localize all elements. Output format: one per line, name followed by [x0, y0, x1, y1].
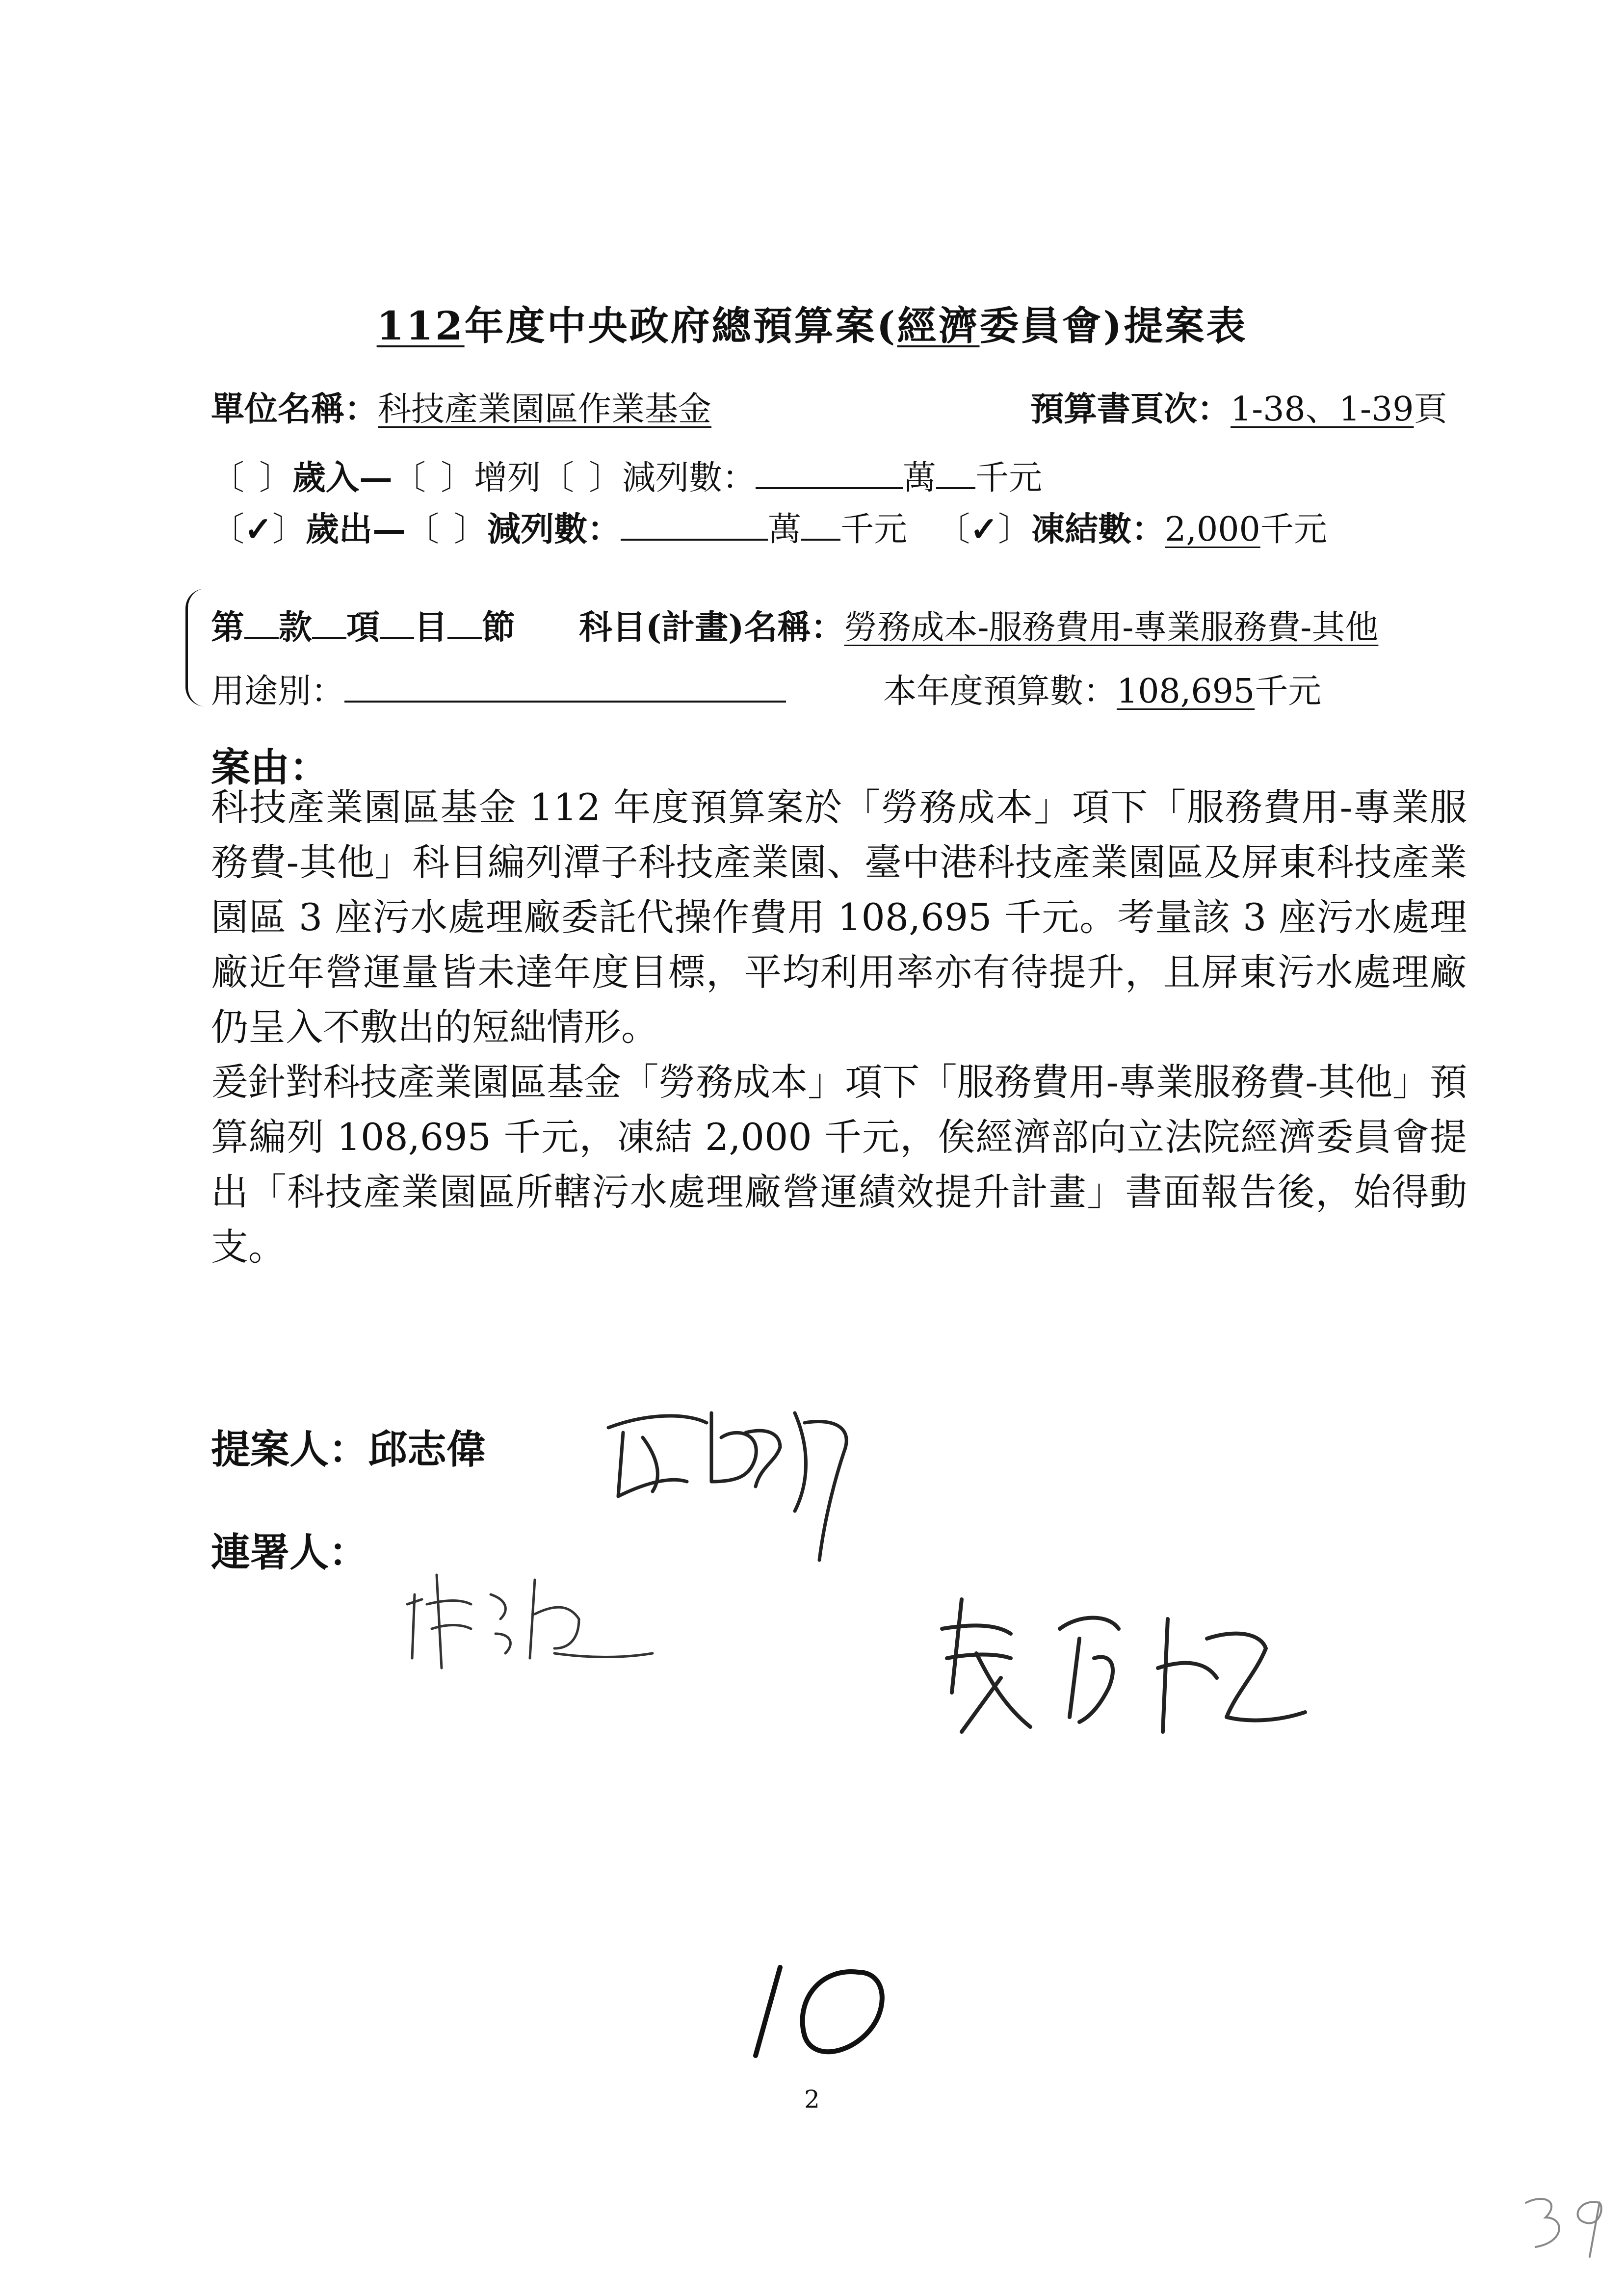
- blank-2: [312, 608, 346, 639]
- bracket-open: 〔: [393, 459, 426, 497]
- subject-row: [211, 601, 1378, 649]
- unit-value: 科技產業園區作業基金: [378, 390, 712, 429]
- subject-jie: 節: [482, 608, 516, 647]
- bracket-open: 〔: [541, 459, 575, 497]
- budget-value: 108,695: [1117, 672, 1255, 711]
- bracket-open: 〔: [406, 510, 440, 549]
- title-text-end: 委員會)提案表: [979, 303, 1248, 349]
- blank-qian: [936, 459, 975, 489]
- budget-unit: 千元: [1255, 672, 1322, 711]
- frozen-label: 凍結數：: [1031, 510, 1165, 549]
- blank-wan: [621, 510, 768, 541]
- subject-name-label: 科目(計畫)名稱：: [579, 608, 844, 647]
- blank-wan: [756, 459, 903, 489]
- subject-kuan: 款: [279, 608, 313, 647]
- cosigner-signature-1: [393, 1536, 667, 1683]
- title-text-mid: 年度中央政府總預算案(: [464, 303, 897, 349]
- usage-label: 用途別：: [211, 672, 345, 711]
- page-number: 2: [804, 2085, 820, 2113]
- form-title: [0, 294, 1624, 351]
- wan-label: 萬: [903, 459, 937, 497]
- cosigner-signature-2: [932, 1570, 1325, 1756]
- page-ref-value: 1-38、1-39: [1231, 390, 1414, 429]
- bracket-close: 〕: [589, 459, 623, 497]
- corner-number: [1516, 2183, 1614, 2267]
- expense-row: [211, 503, 1327, 550]
- expense-label: 歲出—: [306, 510, 406, 549]
- qian-label: 千元: [840, 510, 908, 549]
- revenue-label: 歲入—: [292, 458, 393, 497]
- bracket-close: 〕: [441, 459, 474, 497]
- blank-4: [447, 608, 482, 639]
- bracket-close: 〕: [259, 459, 293, 497]
- reason-paragraph-1: 科技產業園區基金 112 年度預算案於「勞務成本」項下「服務費用-專業服務費-其他」科目編列潭子科技產業園、臺中港科技產業園區及屏東科技產業園區 3 座污水處理廠委託代操作費用 108,695 千元。考量該 3 座污水處理廠近年營運量皆未達年度目標，平均利用率亦有待提升，且屏東污水處理廠仍呈入不敷出的短絀情形。: [211, 785, 1467, 1049]
- cosigner-label: 連署人：: [211, 1529, 368, 1575]
- bracket-close: 〕: [454, 510, 488, 549]
- reason-label: 案由：: [211, 744, 329, 790]
- blank-3: [380, 608, 414, 639]
- title-year: 112: [376, 303, 465, 349]
- page-ref-label: 預算書頁次：: [1030, 390, 1231, 429]
- blank-1: [244, 608, 279, 639]
- wan-label: 萬: [768, 510, 802, 549]
- unit-label: 單位名稱：: [211, 390, 378, 429]
- subject-xiang: 項: [346, 608, 380, 647]
- title-committee: 經濟: [897, 303, 980, 349]
- frozen-unit: 千元: [1260, 510, 1327, 549]
- unit-row: [211, 383, 711, 430]
- revenue-row: [211, 451, 1042, 499]
- frozen-value: 2,000: [1165, 510, 1260, 549]
- check-mark: ✓: [970, 510, 998, 549]
- subject-name-value: 勞務成本-服務費用-專業服務費-其他: [844, 608, 1379, 647]
- proposer-label: 提案人：: [211, 1426, 368, 1472]
- bracket-open: 〔: [211, 459, 245, 497]
- subject-di: 第: [211, 608, 245, 647]
- proposer-row: [211, 1418, 486, 1474]
- usage-blank: [344, 672, 786, 703]
- page-ref-row: [1030, 383, 1447, 430]
- subject-mu: 目: [414, 608, 448, 647]
- proposer-name: 邱志偉: [368, 1426, 486, 1472]
- increase-label: 增列: [474, 459, 541, 497]
- budget-row: [883, 665, 1321, 712]
- bracket-open: 〔: [937, 510, 970, 549]
- blank-qian: [801, 510, 840, 541]
- qian-label: 千元: [975, 459, 1043, 497]
- check-mark: ✓: [244, 510, 272, 549]
- bracket-close: 〕: [272, 510, 306, 549]
- handwritten-page-number: [736, 1953, 903, 2070]
- expense-decrease-label: 減列數：: [487, 510, 621, 549]
- cosigner-row: [211, 1521, 368, 1577]
- reason-paragraph-2: 爰針對科技產業園區基金「勞務成本」項下「服務費用-專業服務費-其他」預算編列 108,695 千元，凍結 2,000 千元，俟經濟部向立法院經濟委員會提出「科技產業園區所轄污水處理廠營運績效提升計畫」書面報告後，始得動支。: [211, 1060, 1467, 1269]
- bracket-open: 〔: [211, 510, 245, 549]
- bracket-close: 〕: [998, 510, 1032, 549]
- subject-brace: [185, 589, 208, 706]
- reason-body: [211, 780, 1467, 1275]
- decrease-label: 減列數：: [622, 459, 756, 497]
- usage-row: [211, 665, 786, 712]
- page-ref-suffix: 頁: [1414, 390, 1447, 429]
- budget-label: 本年度預算數：: [883, 672, 1117, 711]
